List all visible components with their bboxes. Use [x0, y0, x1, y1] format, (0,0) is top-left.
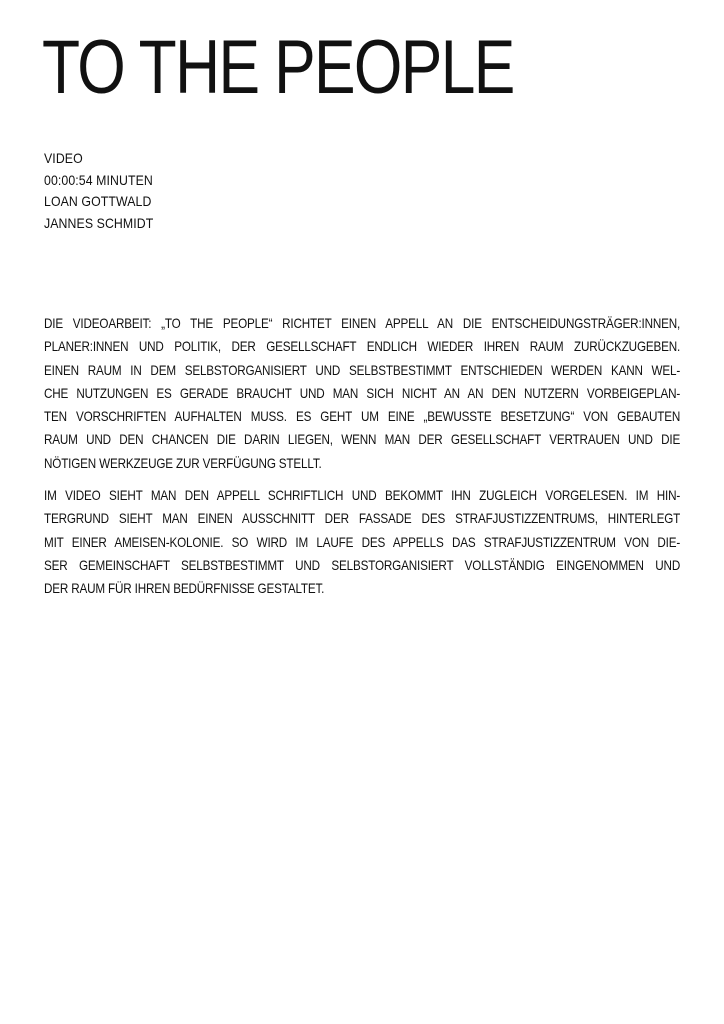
meta-duration: 00:00:54 MINUTEN — [44, 171, 153, 188]
paragraph-line: IM VIDEO SIEHT MAN DEN APPELL SCHRIFTLICH UND BEKOMMT IHN ZUGLEICH VORGELESEN. IM HIN- — [44, 488, 681, 503]
meta-author-2: JANNES SCHMIDT — [44, 214, 154, 231]
paragraph-1 — [44, 312, 680, 475]
paragraph-line: DER RAUM FÜR IHREN BEDÜRFNISSE GESTALTET. — [44, 581, 325, 597]
paragraph-line: MIT EINER AMEISEN-KOLONIE. SO WIRD IM LAUFE DES APPELLS DAS STRAFJUSTIZZENTRUM VON DIE- — [44, 534, 681, 550]
paragraph-line: PLANER:INNEN UND POLITIK, DER GESELLSCHAFT ENDLICH WIEDER IHREN RAUM ZURÜCKZUGEBEN. — [44, 339, 681, 355]
paragraph-line: RAUM UND DEN CHANCEN DIE DARIN LIEGEN, WENN MAN DER GESELLSCHAFT VERTRAUEN UND DIE — [44, 432, 681, 448]
meta-list — [44, 148, 168, 234]
paragraph-line: DIE VIDEOARBEIT: „TO THE PEOPLE“ RICHTET EINEN APPELL AN DIE ENTSCHEIDUNGSTRÄGER:INNEN, — [44, 316, 681, 331]
page-title: TO THE PEOPLE — [42, 25, 514, 110]
paragraph-line: TEN VORSCHRIFTEN AUFHALTEN MUSS. ES GEHT UM EINE „BEWUSSTE BESETZUNG“ VON GEBAUTEN — [44, 409, 681, 425]
paragraph-line: SER GEMEINSCHAFT SELBSTBESTIMMT UND SELBSTORGANISIERT VOLLSTÄNDIG EINGENOMMEN UND — [44, 557, 681, 573]
paragraph-line: NÖTIGEN WERKZEUGE ZUR VERFÜGUNG STELLT. — [44, 455, 322, 471]
paragraph-line: CHE NUTZUNGEN ES GERADE BRAUCHT UND MAN SICH NICHT AN AN DEN NUTZERN VORBEIGEPLAN- — [44, 385, 681, 401]
meta-author-1: LOAN GOTTWALD — [44, 193, 152, 209]
meta-type: VIDEO — [44, 150, 83, 166]
paragraph-line: EINEN RAUM IN DEM SELBSTORGANISIERT UND SELBSTBESTIMMT ENTSCHIEDEN WERDEN KANN WEL- — [44, 362, 681, 378]
paragraph-2 — [44, 484, 680, 600]
paragraph-line: TERGRUND SIEHT MAN EINEN AUSSCHNITT DER FASSADE DES STRAFJUSTIZZENTRUMS, HINTERLEGT — [44, 511, 681, 527]
